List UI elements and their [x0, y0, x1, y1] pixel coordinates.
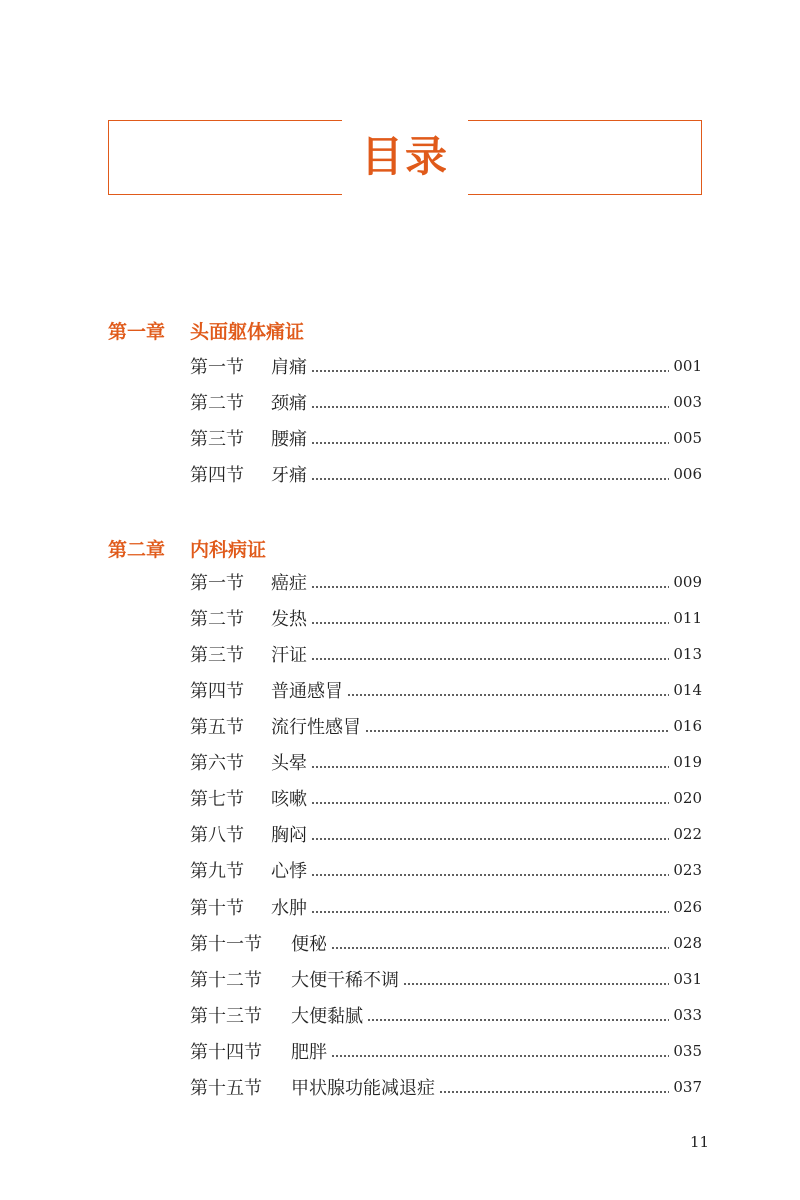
section-title: 普通感冒 — [271, 681, 343, 702]
chapter-number: 第一章 — [108, 321, 166, 343]
section-label: 第十三节 — [190, 1006, 262, 1027]
section-page: 023 — [673, 861, 702, 879]
section-label: 第十五节 — [190, 1078, 262, 1099]
section-title: 胸闷 — [271, 825, 307, 846]
toc-entry[interactable] — [190, 930, 702, 956]
section-page: 028 — [673, 934, 702, 952]
toc-entry[interactable] — [190, 894, 702, 920]
section-page: 003 — [673, 393, 702, 411]
section-page: 037 — [673, 1078, 702, 1096]
section-label: 第九节 — [190, 861, 244, 882]
chapter-heading[interactable] — [108, 317, 304, 344]
section-label: 第六节 — [190, 753, 244, 774]
section-label: 第十节 — [190, 898, 244, 919]
section-page: 026 — [673, 898, 702, 916]
section-title: 肩痛 — [271, 357, 307, 378]
section-page: 011 — [673, 609, 702, 627]
page-title: 目录 — [360, 132, 449, 181]
section-label: 第一节 — [190, 357, 244, 378]
dot-leader — [311, 764, 669, 769]
dot-leader — [311, 872, 669, 877]
section-page: 019 — [673, 753, 702, 771]
section-label: 第五节 — [190, 717, 244, 738]
section-page: 005 — [673, 429, 702, 447]
section-page: 009 — [673, 573, 702, 591]
section-title: 腰痛 — [271, 429, 307, 450]
section-page: 013 — [673, 645, 702, 663]
section-label: 第一节 — [190, 573, 244, 594]
section-title: 发热 — [271, 609, 307, 630]
section-page: 016 — [673, 717, 702, 735]
toc-entry[interactable] — [190, 785, 702, 811]
section-title: 便秘 — [291, 934, 327, 955]
section-page: 022 — [673, 825, 702, 843]
chapter-heading[interactable] — [108, 535, 266, 562]
section-label: 第七节 — [190, 789, 244, 810]
section-label: 第二节 — [190, 393, 244, 414]
section-title: 大便黏腻 — [291, 1006, 363, 1027]
page-number: 11 — [690, 1133, 710, 1151]
section-page: 020 — [673, 789, 702, 807]
section-title: 牙痛 — [271, 465, 307, 486]
section-title: 咳嗽 — [271, 789, 307, 810]
dot-leader — [311, 656, 669, 661]
dot-leader — [365, 728, 669, 733]
section-label: 第十二节 — [190, 970, 262, 991]
section-page: 033 — [673, 1006, 702, 1024]
section-label: 第二节 — [190, 609, 244, 630]
toc-entry[interactable] — [190, 389, 702, 415]
dot-leader — [311, 404, 669, 409]
dot-leader — [311, 836, 669, 841]
section-title: 汗证 — [271, 645, 307, 666]
toc-entry[interactable] — [190, 749, 702, 775]
section-label: 第八节 — [190, 825, 244, 846]
dot-leader — [311, 584, 669, 589]
dot-leader — [311, 909, 669, 914]
dot-leader — [311, 620, 669, 625]
section-title: 头晕 — [271, 753, 307, 774]
dot-leader — [367, 1017, 669, 1022]
section-label: 第三节 — [190, 429, 244, 450]
section-title: 流行性感冒 — [271, 717, 361, 738]
section-title: 癌症 — [271, 573, 307, 594]
section-page: 001 — [673, 357, 702, 375]
section-page: 035 — [673, 1042, 702, 1060]
section-title: 颈痛 — [271, 393, 307, 414]
section-label: 第十一节 — [190, 934, 262, 955]
dot-leader — [311, 476, 669, 481]
section-title: 肥胖 — [291, 1042, 327, 1063]
toc-entry[interactable] — [190, 966, 702, 992]
dot-leader — [311, 440, 669, 445]
toc-entry[interactable] — [190, 353, 702, 379]
dot-leader — [331, 945, 669, 950]
dot-leader — [311, 368, 669, 373]
toc-entry[interactable] — [190, 821, 702, 847]
toc-entry[interactable] — [190, 1074, 702, 1100]
section-label: 第四节 — [190, 681, 244, 702]
section-title: 心悸 — [271, 861, 307, 882]
section-label: 第三节 — [190, 645, 244, 666]
section-title: 大便干稀不调 — [291, 970, 399, 991]
section-title: 甲状腺功能减退症 — [291, 1078, 435, 1099]
section-label: 第十四节 — [190, 1042, 262, 1063]
toc-entry[interactable] — [190, 461, 702, 487]
chapter-number: 第二章 — [108, 539, 166, 561]
dot-leader — [439, 1089, 669, 1094]
toc-entry[interactable] — [190, 569, 702, 595]
toc-entry[interactable] — [190, 713, 702, 739]
section-page: 006 — [673, 465, 702, 483]
toc-entry[interactable] — [190, 641, 702, 667]
section-title: 水肿 — [271, 898, 307, 919]
section-label: 第四节 — [190, 465, 244, 486]
dot-leader — [311, 800, 669, 805]
toc-entry[interactable] — [190, 1002, 702, 1028]
dot-leader — [347, 692, 669, 697]
dot-leader — [403, 981, 669, 986]
chapter-title: 内科病证 — [190, 539, 267, 561]
section-page: 031 — [673, 970, 702, 988]
toc-entry[interactable] — [190, 677, 702, 703]
toc-entry[interactable] — [190, 425, 702, 451]
section-page: 014 — [673, 681, 702, 699]
chapter-title: 头面躯体痛证 — [190, 321, 305, 343]
toc-entry[interactable] — [190, 605, 702, 631]
dot-leader — [331, 1053, 669, 1058]
toc-entry[interactable] — [190, 1038, 702, 1064]
toc-entry[interactable] — [190, 857, 702, 883]
